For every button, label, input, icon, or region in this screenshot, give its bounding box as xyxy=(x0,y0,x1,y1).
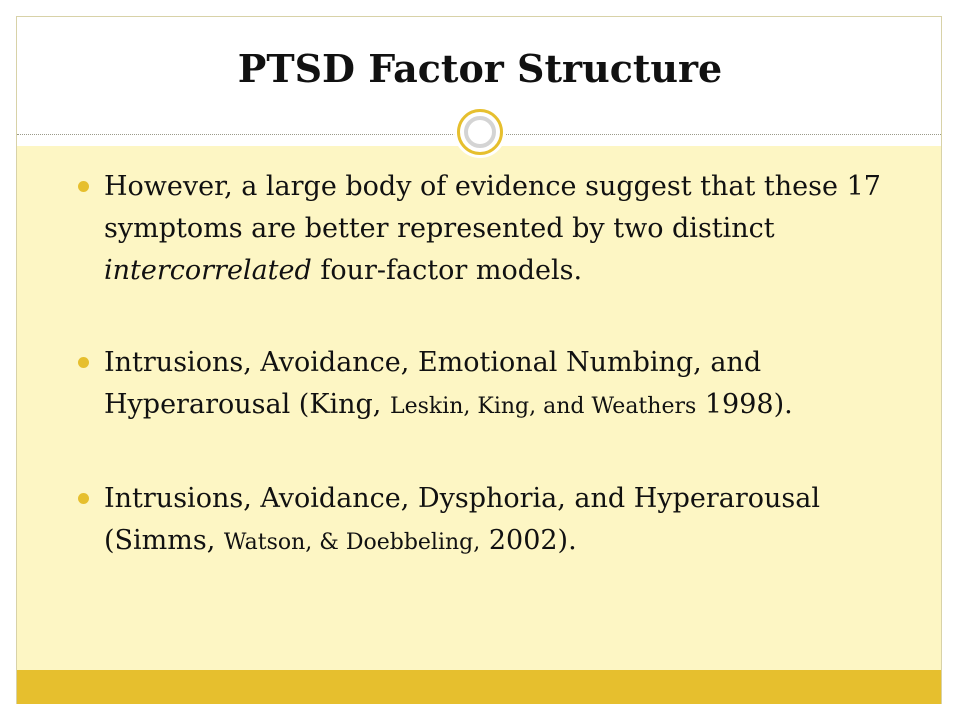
bullet-item-simms-model xyxy=(78,478,918,564)
bullet-item-evidence xyxy=(78,166,918,292)
bullet-text-end: 1998). xyxy=(696,389,793,420)
footer-band xyxy=(17,670,941,704)
bullet-text: Intrusions, Avoidance, Emotional Numbing, and Hyperarousal (King, xyxy=(104,347,762,420)
bullet-text-end: four-factor models. xyxy=(311,255,583,286)
slide-title: PTSD Factor Structure xyxy=(237,46,723,91)
bullet-dot-icon xyxy=(78,493,89,504)
bullet-list xyxy=(78,166,918,564)
bullet-item-king-model xyxy=(78,342,918,428)
bullet-text: However, a large body of evidence suggest that these 17 symptoms are better represented by two distinct xyxy=(104,171,881,244)
bullet-citation: Leskin, King, and Weathers xyxy=(389,394,697,419)
bullet-italic-term: intercorrelated xyxy=(104,255,312,286)
bullet-dot-icon xyxy=(78,357,89,368)
ring-ornament-inner-ring xyxy=(464,116,496,148)
bullet-dot-icon xyxy=(78,181,89,192)
bullet-text-end: 2002). xyxy=(480,525,577,556)
bullet-text: Intrusions, Avoidance, Dysphoria, and Hyperarousal (Simms, xyxy=(104,483,820,556)
bullet-citation: Watson, & Doebbeling, xyxy=(223,530,481,555)
